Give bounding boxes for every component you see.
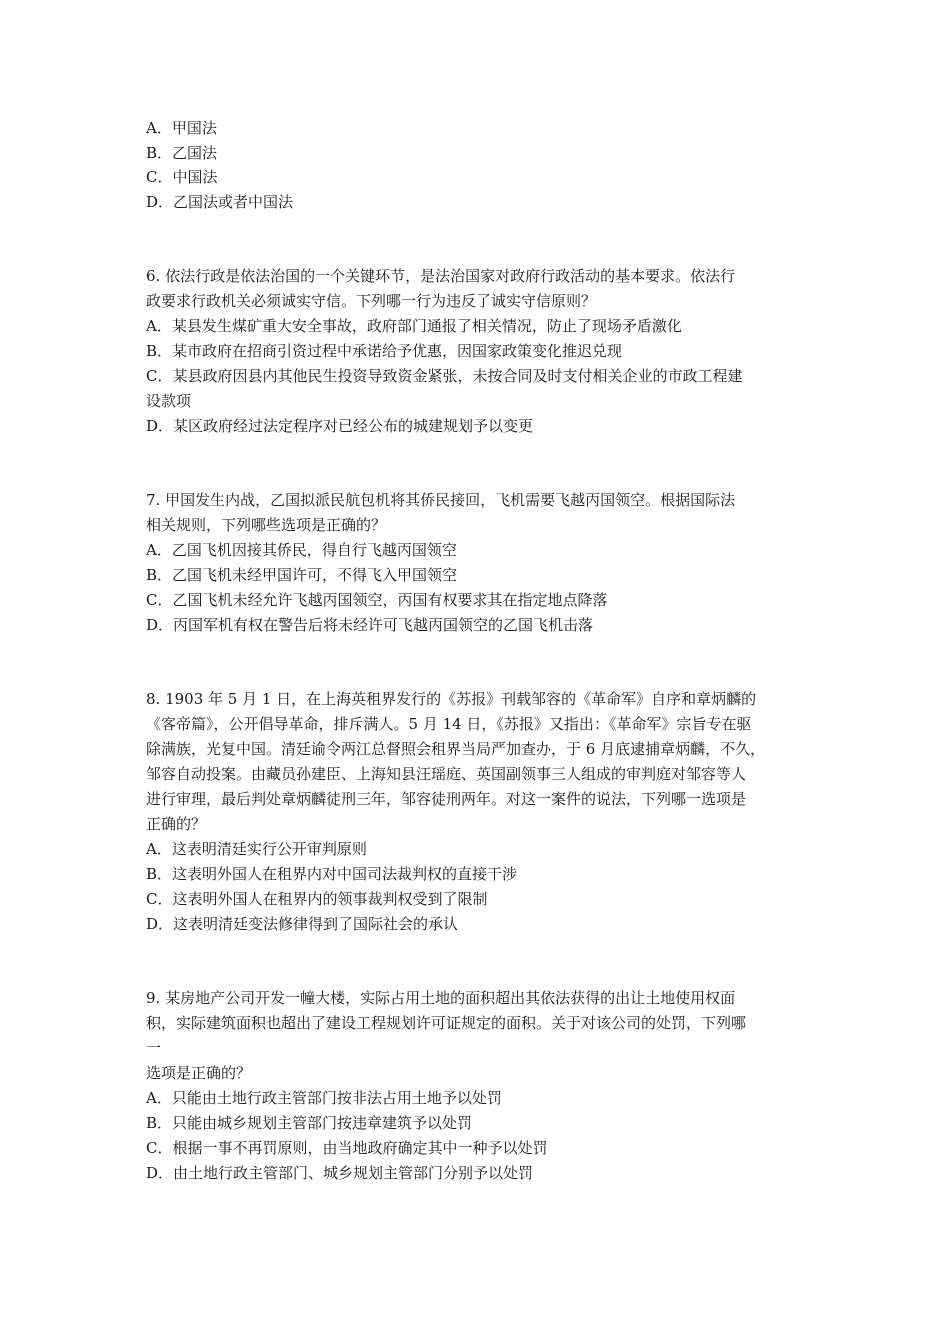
q6-option-c-cont: 设款项 [146, 392, 192, 410]
q9-option-b: B．只能由城乡规划主管部门按违章建筑予以处罚 [146, 1114, 473, 1132]
q5-option-a: A．甲国法 [146, 119, 217, 137]
q8-option-a: A．这表明清廷实行公开审判原则 [146, 840, 367, 858]
q8-stem-line: 进行审理，最后判处章炳麟徒刑三年，邹容徒刑两年。对这一案件的说法，下列哪一选项是 [146, 790, 747, 808]
q6-option-a: A．某县发生煤矿重大安全事故，政府部门通报了相关情况，防止了现场矛盾激化 [146, 317, 682, 335]
q6-option-b: B．某市政府在招商引资过程中承诺给予优惠，因国家政策变化推迟兑现 [146, 342, 623, 360]
q8-stem-line: 除满族，光复中国。清廷谕令两江总督照会租界当局严加查办，于 6 月底逮捕章炳麟，不久， [146, 740, 766, 758]
q9-stem-line: 9. 某房地产公司开发一幢大楼，实际占用土地的面积超出其依法获得的出让土地使用权面 [146, 989, 736, 1007]
q9-option-c: C．根据一事不再罚原则，由当地政府确定其中一种予以处罚 [146, 1139, 548, 1157]
q6-option-d: D．某区政府经过法定程序对已经公布的城建规划予以变更 [146, 417, 534, 435]
q7-option-c: C．乙国飞机未经允许飞越丙国领空，丙国有权要求其在指定地点降落 [146, 591, 608, 609]
q7-option-d: D．丙国军机有权在警告后将未经许可飞越丙国领空的乙国飞机击落 [146, 616, 594, 634]
q5-option-b: B．乙国法 [146, 144, 218, 162]
q5-option-c: C．中国法 [146, 168, 218, 186]
q6-stem-line: 政要求行政机关必须诚实守信。下列哪一行为违反了诚实守信原则？ [146, 292, 597, 310]
q8-option-c: C．这表明外国人在租界内的领事裁判权受到了限制 [146, 890, 488, 908]
q7-stem-line: 相关规则，下列哪些选项是正确的？ [146, 516, 387, 534]
q7-stem-line: 7. 甲国发生内战，乙国拟派民航包机将其侨民接回，飞机需要飞越丙国领空。根据国际法 [146, 491, 736, 509]
q8-stem-line: 8. 1903 年 5 月 1 日，在上海英租界发行的《苏报》刊载邹容的《革命军》自序和章炳麟的 [146, 690, 757, 708]
q9-option-a: A．只能由土地行政主管部门按非法占用土地予以处罚 [146, 1089, 502, 1107]
q7-option-b: B．乙国飞机未经甲国许可，不得飞入甲国领空 [146, 566, 458, 584]
q8-stem-line: 邹容自动投案。由藏员孙建臣、上海知县汪瑶庭、英国副领事三人组成的审判庭对邹容等人 [146, 765, 747, 783]
q9-stem-line: 一 [146, 1039, 162, 1057]
q7-option-a: A．乙国飞机因接其侨民，得自行飞越丙国领空 [146, 541, 457, 559]
q8-stem-line: 正确的？ [146, 815, 207, 833]
q8-option-d: D．这表明清廷变法修律得到了国际社会的承认 [146, 915, 459, 933]
q9-stem-line: 选项是正确的？ [146, 1064, 252, 1082]
q6-option-c: C．某县政府因县内其他民生投资导致资金紧张，未按合同及时支付相关企业的市政工程建 [146, 367, 743, 385]
q8-stem-line: 《客帝篇》，公开倡导革命，排斥满人。5 月 14 日，《苏报》又指出：《革命军》宗旨专在驱 [146, 715, 752, 733]
q9-option-d: D．由土地行政主管部门、城乡规划主管部门分别予以处罚 [146, 1164, 534, 1182]
q9-stem-line: 积，实际建筑面积也超出了建设工程规划许可证规定的面积。关于对该公司的处罚，下列哪 [146, 1014, 747, 1032]
q5-option-d: D．乙国法或者中国法 [146, 193, 294, 211]
q6-stem-line: 6. 依法行政是依法治国的一个关键环节，是法治国家对政府行政活动的基本要求。依法行 [146, 267, 736, 285]
q8-option-b: B．这表明外国人在租界内对中国司法裁判权的直接干涉 [146, 865, 518, 883]
